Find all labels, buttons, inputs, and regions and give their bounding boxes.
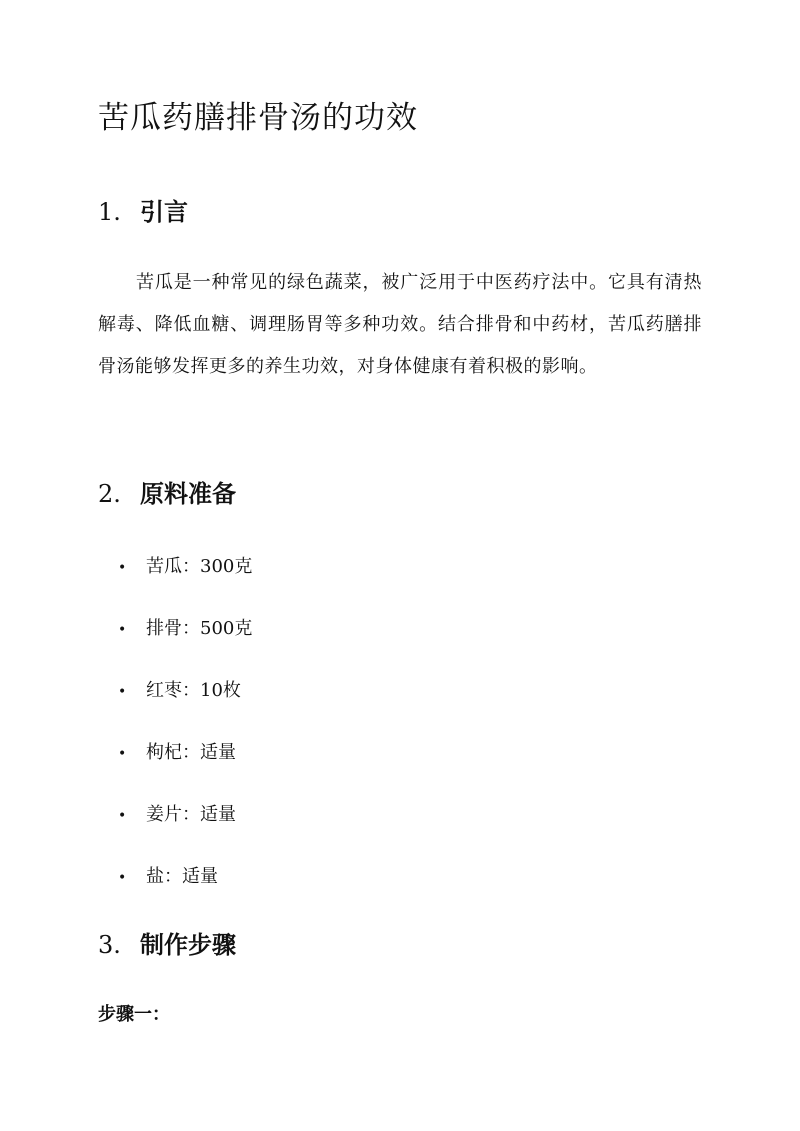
section-heading-introduction xyxy=(98,196,188,228)
bullet-icon: • xyxy=(118,870,127,886)
section-number: 2. xyxy=(98,480,121,508)
bullet-icon: • xyxy=(118,808,127,824)
ingredient-text: 姜片：适量 xyxy=(146,804,236,825)
document-title: 苦瓜药膳排骨汤的功效 xyxy=(98,100,418,136)
section-heading-materials xyxy=(98,478,236,510)
section-heading-steps xyxy=(98,929,236,961)
bullet-icon: • xyxy=(118,684,127,700)
section-title: 制作步骤 xyxy=(140,930,236,959)
ingredient-text: 盐：适量 xyxy=(146,866,218,887)
ingredient-text: 红枣：10枚 xyxy=(146,680,241,701)
bullet-icon: • xyxy=(118,746,127,762)
list-item xyxy=(118,738,236,769)
list-item xyxy=(118,862,218,893)
introduction-paragraph: 苦瓜是一种常见的绿色蔬菜，被广泛用于中医药疗法中。它具有清热解毒、降低血糖、调理肠胃等多种功效。结合排骨和中药材，苦瓜药膳排骨汤能够发挥更多的养生功效，对身体健康有着积极的影响。 xyxy=(98,272,702,377)
list-item xyxy=(118,552,252,583)
step-label: 步骤一： xyxy=(98,1004,170,1025)
ingredient-text: 枸杞：适量 xyxy=(146,742,236,763)
ingredient-text: 排骨：500克 xyxy=(146,618,253,639)
list-item xyxy=(118,676,241,707)
section-number: 3. xyxy=(98,931,121,959)
bullet-icon: • xyxy=(118,622,127,638)
section-number: 1. xyxy=(98,198,121,226)
bullet-icon: • xyxy=(118,560,127,576)
list-item xyxy=(118,800,236,831)
section-title: 原料准备 xyxy=(140,479,236,508)
section-title: 引言 xyxy=(140,197,188,226)
list-item xyxy=(118,614,252,645)
ingredient-text: 苦瓜：300克 xyxy=(146,556,253,577)
